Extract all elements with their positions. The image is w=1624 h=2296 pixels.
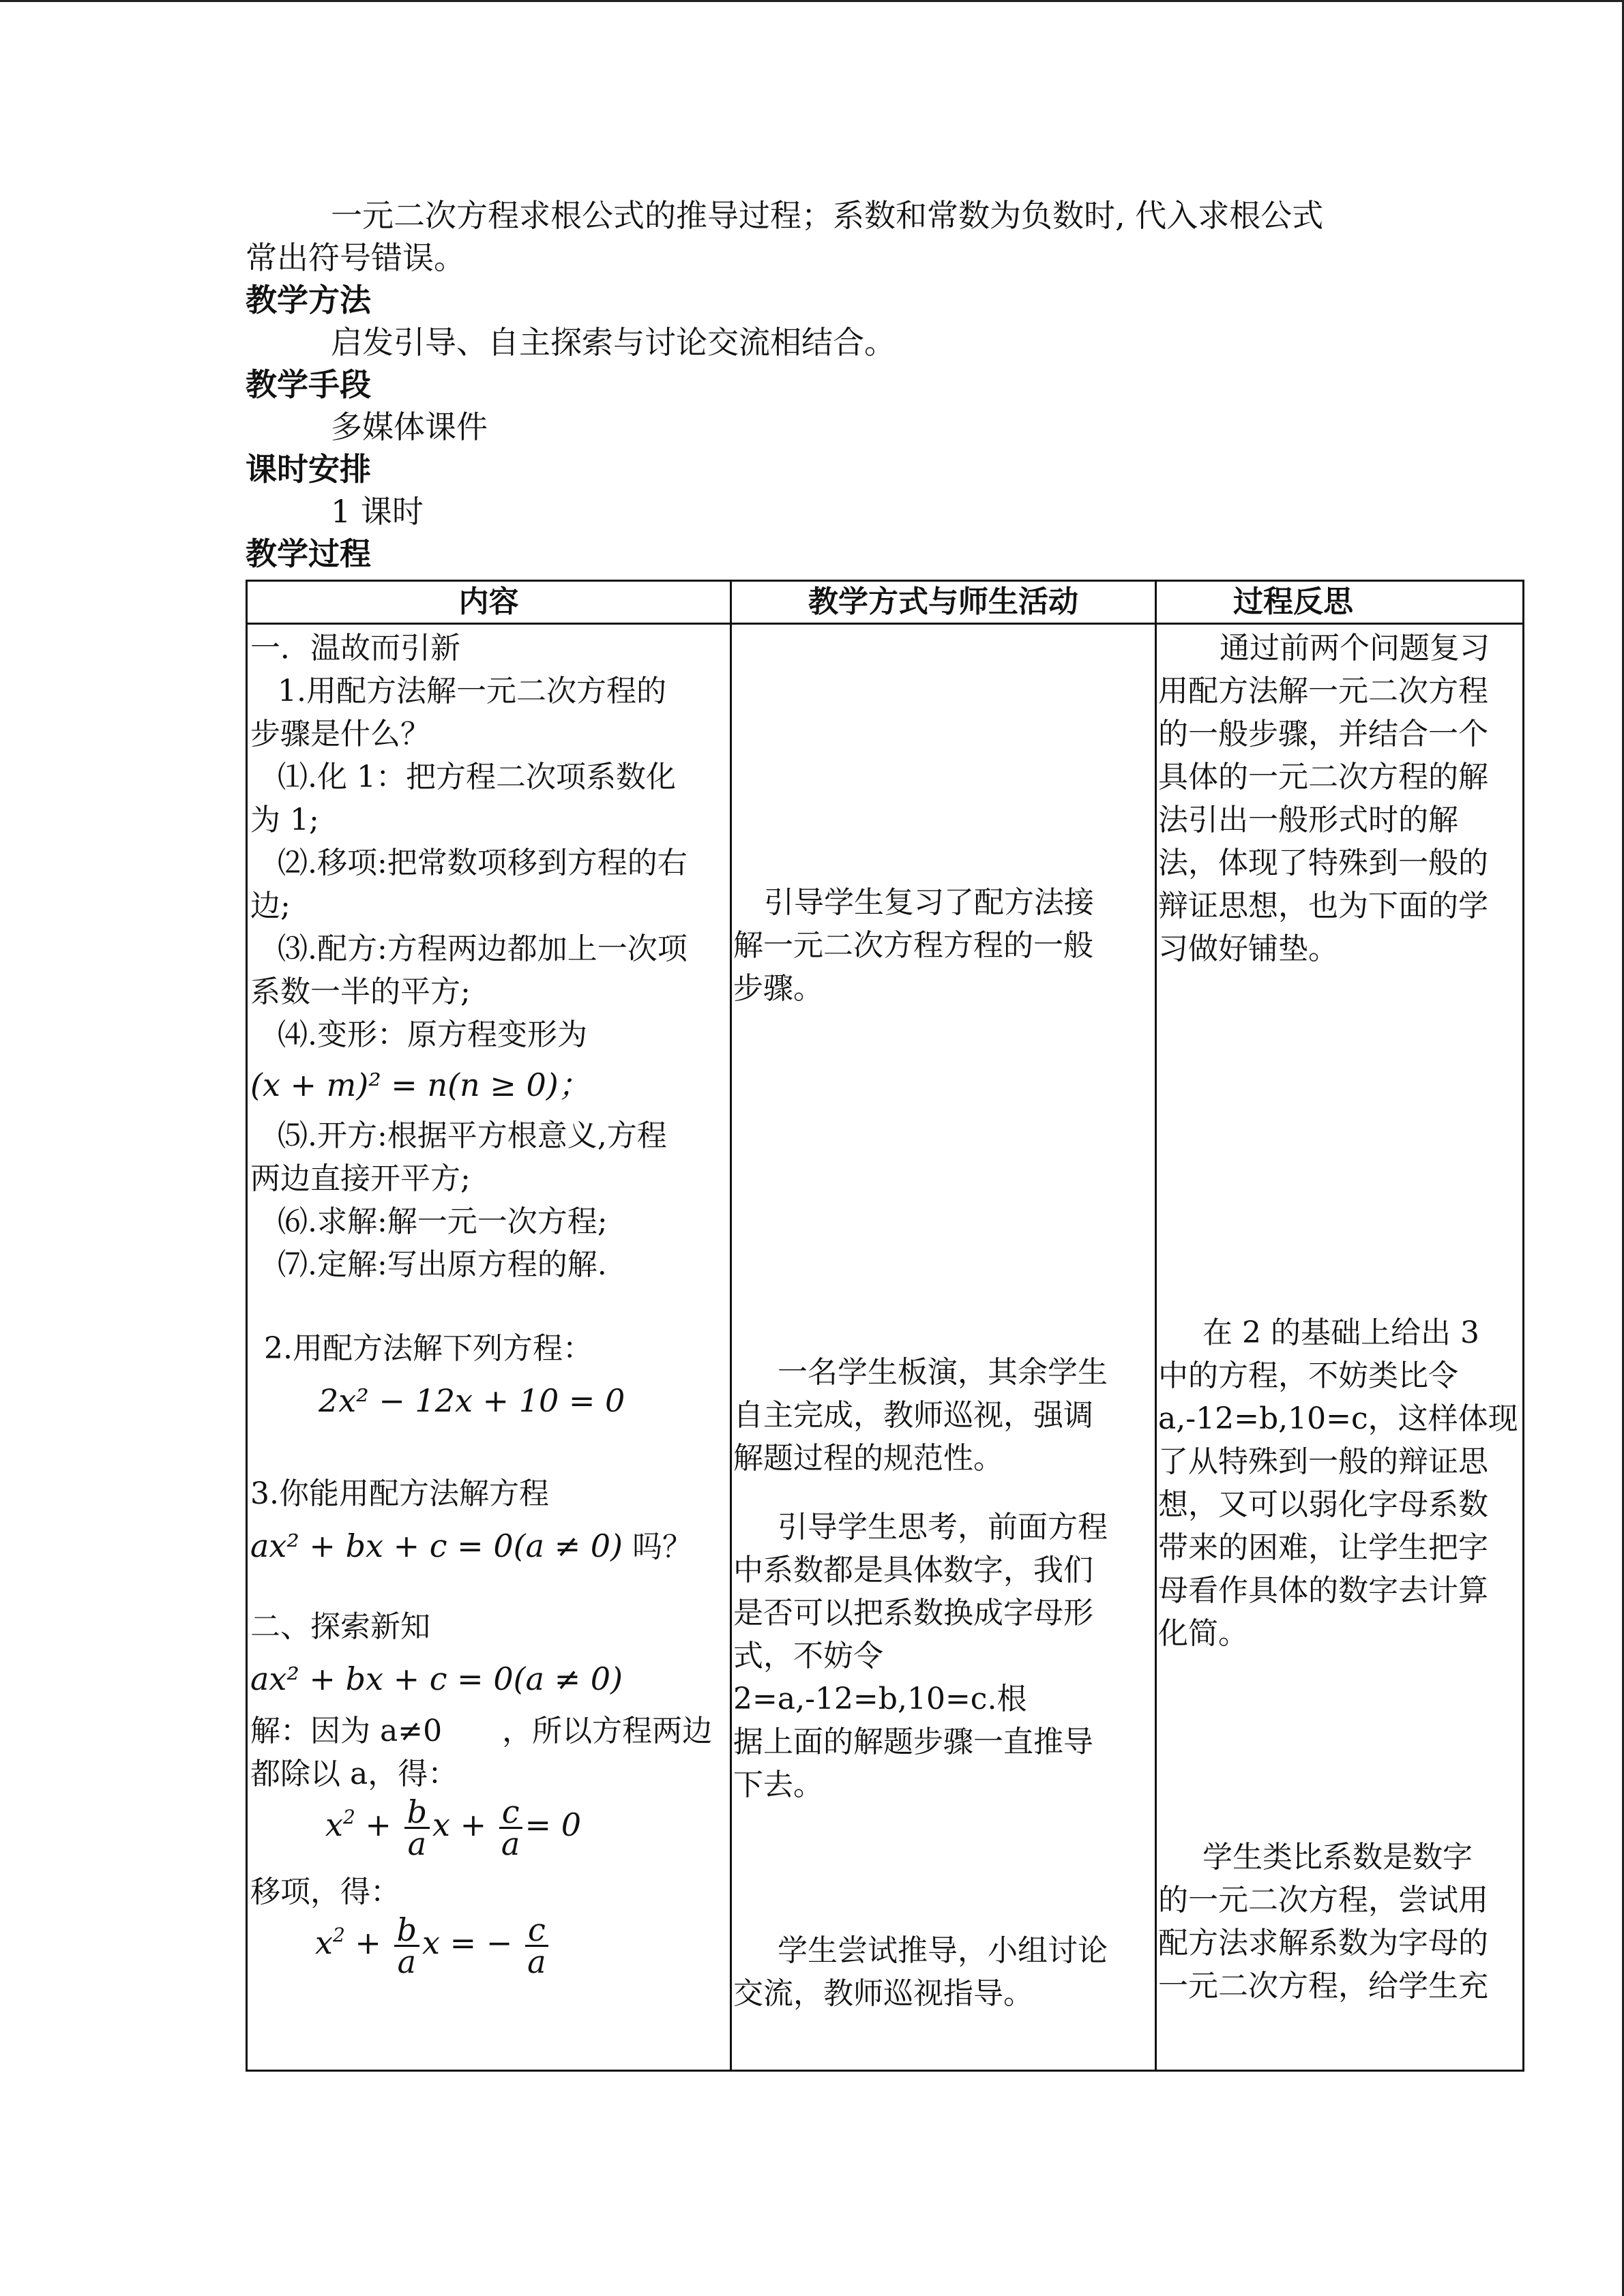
schedule-text: 1 课时: [331, 493, 424, 530]
means-text: 多媒体课件: [331, 408, 488, 445]
header-teaching-method: 教学方式与师生活动: [808, 584, 1078, 619]
reflection-1-line-2: 用配方法解一元二次方程: [1158, 674, 1488, 709]
reflection-1-line-6: 法，体现了特殊到一般的: [1158, 846, 1488, 880]
content-column: [250, 627, 728, 1988]
activity-4-line-2: 交流，教师巡视指导。: [733, 1976, 1033, 2011]
reflection-column: [1158, 627, 1523, 2008]
step-1-line-2: 为 1;: [250, 803, 319, 837]
difficulty-line-1: 一元二次方程求根公式的推导过程；系数和常数为负数时, 代入求根公式: [331, 197, 1324, 234]
step-1-line-1: ⑴.化 1：把方程二次项系数化: [278, 760, 676, 794]
section-2-formula: ax² + bx + c = 0(a ≠ 0): [250, 1660, 623, 1697]
reflection-1-line-8: 习做好铺垫。: [1158, 931, 1338, 966]
reflection-2-line-6: 带来的困难，让学生把字: [1158, 1530, 1488, 1565]
solution-line-1: 解：因为 a≠0 ，所以方程两边: [250, 1714, 713, 1748]
question-3-formula: ax² + bx + c = 0(a ≠ 0): [250, 1527, 623, 1564]
activity-3-line-6: 下去。: [733, 1768, 823, 1802]
fraction-c-over-a: $\frac{c}{a}$: [499, 1797, 522, 1859]
reflection-2-line-2: 中的方程，不妨类比令: [1158, 1358, 1458, 1393]
spacer: [733, 1010, 1153, 1351]
column-divider-1: [730, 582, 732, 2070]
spacer: [250, 1578, 728, 1605]
reflection-2-line-7: 母看作具体的数字去计算: [1158, 1573, 1488, 1608]
spacer: [1158, 1655, 1523, 1836]
reflection-3-line-3: 配方法求解系数为字母的: [1158, 1926, 1488, 1960]
teaching-method-column: [733, 627, 1153, 2015]
activity-2-line-3: 解题过程的规范性。: [733, 1441, 1003, 1476]
move-term-label: 移项，得：: [250, 1875, 400, 1909]
fraction-b-over-a: $\frac{b}{a}$: [404, 1797, 430, 1859]
fraction-c-over-a-2: $\frac{c}{a}$: [525, 1915, 548, 1977]
activity-4-line-1: 学生尝试推导，小组讨论: [778, 1933, 1108, 1968]
section-1-title: 一．温故而引新: [250, 631, 460, 666]
step-4-formula: (x + m)² = n(n ≥ 0)；: [250, 1067, 590, 1103]
page-top-border: [0, 0, 1624, 2]
step-7: ⑺.定解:写出原方程的解.: [278, 1247, 607, 1282]
activity-3-line-3: 是否可以把系数换成字母形: [733, 1596, 1093, 1630]
step-2-line-1: ⑵.移项:把常数项移到方程的右: [278, 846, 688, 880]
column-divider-2: [1155, 582, 1157, 2070]
reflection-2-line-8: 化简。: [1158, 1616, 1248, 1651]
reflection-1-line-4: 具体的一元二次方程的解: [1158, 760, 1488, 794]
step-2-line-2: 边;: [250, 889, 291, 923]
header-reflection: 过程反思: [1233, 584, 1353, 619]
spacer: [250, 1431, 728, 1472]
activity-2-line-2: 自主完成，教师巡视，强调: [733, 1398, 1093, 1433]
schedule-heading: 课时安排: [246, 451, 371, 488]
method-heading: 教学方法: [246, 282, 371, 318]
section-2-title: 二、探索新知: [250, 1609, 430, 1644]
activity-3-line-5: 据上面的解题步骤一直推导: [733, 1725, 1093, 1759]
activity-1-line-3: 步骤。: [733, 971, 823, 1006]
activity-3-line-2: 中系数都是具体数字，我们: [733, 1553, 1093, 1587]
header-divider: [248, 623, 1522, 625]
means-heading: 教学手段: [246, 366, 371, 403]
question-2-formula: 2x² − 12x + 10 = 0: [319, 1382, 625, 1419]
method-text: 启发引导、自主探索与讨论交流相结合。: [331, 324, 896, 361]
process-heading: 教学过程: [246, 535, 371, 572]
question-2: 2.用配方法解下列方程：: [264, 1331, 593, 1366]
step-4: ⑷.变形：原方程变形为: [278, 1017, 587, 1052]
step-3-line-2: 系数一半的平方;: [250, 974, 471, 1009]
difficulty-line-2: 常出符号错误。: [246, 239, 465, 276]
reflection-1-line-3: 的一般步骤，并结合一个: [1158, 717, 1488, 751]
reflection-1-line-5: 法引出一般形式时的解: [1158, 803, 1458, 837]
step-5-line-1: ⑸.开方:根据平方根意义,方程: [278, 1118, 667, 1153]
teaching-process-table: [246, 580, 1524, 2072]
activity-1-line-2: 解一元二次方程方程的一般: [733, 928, 1093, 963]
question-1-line-1: 1.用配方法解一元二次方程的: [278, 674, 666, 709]
reflection-3-line-1: 学生类比系数是数字: [1202, 1840, 1473, 1875]
spacer: [1158, 970, 1523, 1311]
reflection-2-line-3: a,-12=b,10=c，这样体现: [1158, 1401, 1518, 1436]
activity-3-line-1: 引导学生思考，前面方程: [778, 1510, 1108, 1545]
reflection-1-line-1: 通过前两个问题复习: [1220, 631, 1490, 666]
solution-line-2: 都除以 a，得：: [250, 1757, 458, 1791]
moved-equation: $x^2$ + $\frac{b}{a}$ x = − $\frac{c}{a}$: [250, 1913, 728, 1988]
reflection-2-line-5: 想，又可以弱化字母系数: [1158, 1487, 1488, 1522]
intro-section: [246, 194, 1364, 575]
question-3: 3.你能用配方法解方程: [250, 1476, 549, 1511]
spacer: [733, 1480, 1153, 1506]
step-5-line-2: 两边直接开平方;: [250, 1161, 471, 1196]
question-3-formula-line: [250, 1515, 728, 1578]
question-3-suffix: 吗？: [632, 1530, 692, 1564]
header-content: 内容: [458, 584, 519, 619]
activity-2-line-1: 一名学生板演，其余学生: [778, 1355, 1108, 1390]
divided-equation: $x^2$ + $\frac{b}{a}$ x + $\frac{c}{a}$ = 0: [325, 1793, 581, 1862]
reflection-3-line-4: 一元二次方程，给学生充: [1158, 1969, 1488, 2003]
spacer: [250, 1286, 728, 1327]
activity-3-line-4: 式，不妨令 2=a,-12=b,10=c.根: [733, 1639, 1027, 1716]
step-6: ⑹.求解:解一元一次方程;: [278, 1204, 608, 1239]
question-1-line-2: 步骤是什么？: [250, 717, 430, 751]
reflection-2-line-1: 在 2 的基础上给出 3: [1202, 1315, 1479, 1350]
spacer: [733, 627, 1153, 881]
reflection-2-line-4: 了从特殊到一般的辩证思: [1158, 1444, 1488, 1479]
step-3-line-1: ⑶.配方:方程两边都加上一次项: [278, 931, 688, 966]
spacer: [733, 1806, 1153, 1929]
fraction-b-over-a-2: $\frac{b}{a}$: [394, 1915, 419, 1977]
activity-1-line-1: 引导学生复习了配方法接: [764, 885, 1094, 920]
reflection-3-line-2: 的一元二次方程，尝试用: [1158, 1883, 1488, 1918]
reflection-1-line-7: 辩证思想，也为下面的学: [1158, 889, 1488, 923]
